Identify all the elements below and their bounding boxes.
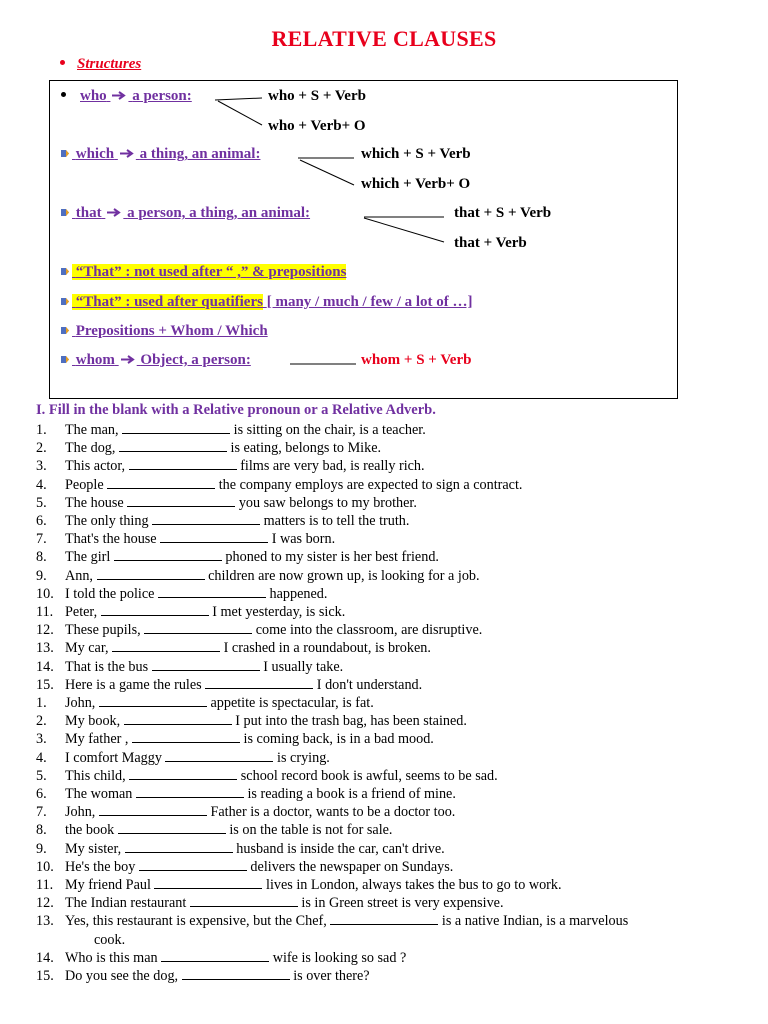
rule-that-desc: a person, a thing, an animal: [127, 205, 311, 221]
formula-who-1: who + S + Verb [268, 88, 366, 104]
exercise-text-after: lives in London, always takes the bus to go to work. [262, 877, 562, 893]
exercise-text-after: Father is a doctor, wants to be a doctor too. [206, 804, 456, 821]
exercise-text-before: The Indian restaurant [65, 895, 187, 912]
exercise-number: 12. [36, 895, 54, 912]
answer-blank[interactable] [165, 749, 273, 762]
exercise-item [36, 694, 374, 712]
rule-which-label: which [75, 146, 115, 162]
exercise-text-before: That's the house [65, 531, 157, 548]
rule-which [60, 146, 260, 163]
bullet-dot-icon [60, 60, 65, 65]
answer-blank[interactable] [97, 567, 205, 580]
exercise-item [36, 439, 381, 457]
exercise-number: 13. [36, 913, 54, 930]
answer-blank[interactable] [205, 676, 313, 689]
exercise-number: 1. [36, 422, 47, 438]
exercise-text-after: is a native Indian, is a marvelous [438, 913, 629, 930]
exercise-item [36, 821, 392, 839]
exercise-number: 9. [36, 840, 47, 857]
exercise-text-before: I told the police [65, 585, 155, 602]
exercise-number: 2. [36, 713, 47, 730]
answer-blank[interactable] [190, 894, 298, 907]
exercise-text-before: Ann, [65, 567, 93, 584]
exercise-number: 14. [36, 949, 54, 966]
answer-blank[interactable] [125, 840, 233, 853]
exercise-item [36, 658, 343, 676]
exercise-text-after: happened. [265, 585, 328, 602]
exercise-text-after: is over there? [289, 968, 370, 984]
exercise-number: 11. [36, 604, 54, 620]
answer-blank[interactable] [114, 548, 222, 561]
exercise-text-before: My friend Paul [65, 877, 151, 893]
answer-blank[interactable] [118, 821, 226, 834]
exercise-text-before: the book [65, 822, 115, 839]
exercise-text-after: I don't understand. [313, 676, 423, 693]
exercise-text-before: The dog, [65, 440, 116, 457]
rule-prepositions-text: Prepositions + Whom / Which [75, 323, 268, 339]
structures-heading [60, 56, 141, 73]
right-arrow-icon [107, 208, 121, 217]
rule-that-used [60, 294, 473, 311]
answer-blank[interactable] [160, 530, 268, 543]
exercise-text-after: films are very bad, is really rich. [236, 458, 425, 475]
pencil-bullet-icon [60, 325, 70, 336]
exercise-item [36, 712, 467, 730]
exercise-text-before: These pupils, [65, 622, 141, 639]
answer-blank[interactable] [119, 439, 227, 452]
exercise-text-after: is sitting on the chair, is a teacher. [230, 422, 426, 438]
exercise-item [36, 494, 417, 512]
exercise-text-after: husband is inside the car, can't drive. [232, 840, 445, 857]
pencil-bullet-icon [60, 148, 70, 159]
formula-which-2: which + Verb+ O [361, 176, 471, 192]
pencil-bullet-icon [60, 266, 70, 277]
exercise-text-after: matters is to tell the truth. [260, 513, 410, 529]
answer-blank[interactable] [161, 949, 269, 962]
exercise-text-before: This actor, [65, 458, 126, 475]
formula-that-1: that + S + Verb [454, 205, 552, 221]
exercise-text-after: delivers the newspaper on Sundays. [246, 858, 454, 875]
structures-label: Structures [77, 56, 142, 72]
exercise-number: 4. [36, 476, 47, 493]
exercise-text-before: The woman [65, 786, 133, 802]
exercise-text-after: wife is looking so sad ? [269, 949, 407, 966]
exercise-text-after: I crashed in a roundabout, is broken. [220, 640, 431, 657]
exercise-number: 10. [36, 585, 54, 602]
rule-whom [60, 352, 251, 369]
answer-blank[interactable] [136, 785, 244, 798]
answer-blank[interactable] [99, 803, 207, 816]
exercise-text-after: you saw belongs to my brother. [235, 494, 417, 511]
exercise-item [36, 767, 498, 785]
exercise-item [36, 639, 431, 657]
formula-whom-1: whom + S + Verb [361, 352, 472, 368]
exercise-text-before: Do you see the dog, [65, 968, 179, 984]
rule-which-desc: a thing, an animal: [139, 146, 261, 162]
exercise-number: 8. [36, 822, 47, 839]
rule-that-not-used [60, 264, 346, 281]
exercise-number: 8. [36, 549, 47, 566]
exercise-item [36, 457, 425, 475]
exercise-item [65, 931, 125, 949]
formula-that-2: that + Verb [454, 235, 527, 251]
exercise-text-after: I usually take. [259, 658, 344, 675]
exercise-text-after: is on the table is not for sale. [225, 822, 393, 839]
exercise-text-before: He's the boy [65, 858, 136, 875]
exercise-text-before: The man, [65, 422, 119, 438]
exercise-item [36, 840, 445, 858]
exercise-text-after: come into the classroom, are disruptive. [252, 622, 483, 639]
exercise-number: 12. [36, 622, 54, 639]
answer-blank[interactable] [144, 621, 252, 634]
exercise-number: 7. [36, 531, 47, 548]
exercise-text-after: I put into the trash bag, has been stained. [231, 713, 467, 730]
exercise-number: 6. [36, 786, 47, 802]
exercise-text-before: My sister, [65, 840, 122, 857]
answer-blank[interactable] [122, 421, 230, 434]
rule-prepositions [60, 323, 268, 340]
right-arrow-icon [120, 149, 134, 158]
answer-blank[interactable] [124, 712, 232, 725]
exercise-number: 5. [36, 767, 47, 784]
bullet-dot-icon [61, 92, 66, 97]
rule-that-used-tail: [ many / much / few / a lot of …] [266, 294, 473, 310]
exercise-number: 7. [36, 804, 47, 821]
rule-who [61, 88, 192, 105]
exercise-text-before: Here is a game the rules [65, 676, 202, 693]
exercise-number: 3. [36, 458, 47, 475]
exercise-number: 6. [36, 513, 47, 529]
exercise-text-after: appetite is spectacular, is fat. [206, 695, 374, 711]
exercise-text-before: That is the bus [65, 658, 149, 675]
exercise-item [36, 912, 628, 930]
exercise-text-before: John, [65, 804, 96, 821]
exercise-text-before: The girl [65, 549, 111, 566]
exercise-item [36, 785, 456, 803]
exercise-number: 13. [36, 640, 54, 657]
exercise-text-after: I was born. [268, 531, 336, 548]
exercise-number: 2. [36, 440, 47, 457]
exercise-text-before: The only thing [65, 513, 149, 529]
exercise-text-before: Peter, [65, 604, 98, 620]
exercise-number: 1. [36, 695, 47, 711]
exercise-heading: I. Fill in the blank with a Relative pronoun or a Relative Adverb. [36, 402, 436, 418]
exercise-number: 10. [36, 858, 54, 875]
exercise-text-after: children are now grown up, is looking for a job. [204, 567, 480, 584]
exercise-number: 3. [36, 731, 47, 748]
exercise-item [36, 548, 439, 566]
formula-who-2: who + Verb+ O [268, 118, 366, 134]
exercise-number: 15. [36, 968, 54, 984]
answer-blank[interactable] [112, 639, 220, 652]
exercise-item [36, 676, 422, 694]
exercise-text-before: John, [65, 695, 96, 711]
answer-blank[interactable] [129, 457, 237, 470]
exercise-text-before: The house [65, 494, 124, 511]
right-arrow-icon [112, 91, 126, 100]
answer-blank[interactable] [99, 694, 207, 707]
answer-blank[interactable] [330, 912, 438, 925]
answer-blank[interactable] [152, 512, 260, 525]
rule-that [60, 205, 310, 222]
exercise-text-before: Yes, this restaurant is expensive, but the Chef, [65, 913, 327, 930]
answer-blank[interactable] [139, 858, 247, 871]
pencil-bullet-icon [60, 354, 70, 365]
exercise-text-after: school record book is awful, seems to be sad. [237, 767, 498, 784]
rule-who-label: who [80, 88, 107, 104]
exercise-text-after: is coming back, is in a bad mood. [239, 731, 434, 748]
exercise-number: 5. [36, 494, 47, 511]
exercise-text-after: is crying. [273, 749, 330, 766]
exercise-number: 4. [36, 749, 47, 766]
answer-blank[interactable] [152, 658, 260, 671]
exercise-item [36, 894, 504, 912]
exercise-item [36, 530, 335, 548]
exercise-item [36, 621, 482, 639]
answer-blank[interactable] [101, 603, 209, 616]
exercise-item [36, 512, 409, 530]
exercise-text-before: My car, [65, 640, 109, 657]
exercise-number: 15. [36, 676, 54, 693]
exercise-number: 9. [36, 567, 47, 584]
exercise-number: 14. [36, 658, 54, 675]
exercise-text-after: phoned to my sister is her best friend. [221, 549, 439, 566]
rule-who-desc: a person: [132, 88, 192, 104]
exercise-text-after: the company employs are expected to sign a contract. [215, 476, 523, 493]
exercise-item [36, 567, 480, 585]
exercise-text-before: This child, [65, 767, 126, 784]
exercise-text-after: I met yesterday, is sick. [208, 604, 346, 620]
pencil-bullet-icon [60, 207, 70, 218]
rule-that-used-text: “That” : used after quatifiers [75, 294, 263, 310]
exercise-text-after: is reading a book is a friend of mine. [243, 786, 456, 802]
right-arrow-icon [121, 355, 135, 364]
answer-blank[interactable] [154, 876, 262, 889]
exercise-item [36, 421, 426, 439]
exercise-text-before: My father , [65, 731, 129, 748]
exercise-item [36, 949, 406, 967]
exercise-text-after: is eating, belongs to Mike. [226, 440, 382, 457]
rule-that-label: that [75, 205, 102, 221]
exercise-item [36, 876, 562, 894]
exercise-item [36, 476, 522, 494]
exercise-text-before: I comfort Maggy [65, 749, 162, 766]
exercise-item [36, 803, 455, 821]
page-title: RELATIVE CLAUSES [271, 26, 497, 51]
answer-blank[interactable] [132, 730, 240, 743]
exercise-text-before: cook. [94, 931, 126, 948]
exercise-item [36, 585, 327, 603]
rule-that-not-used-text: “That” : not used after “ ,” & prepositions [75, 264, 347, 280]
exercise-text-before: People [65, 476, 104, 493]
answer-blank[interactable] [182, 967, 290, 980]
answer-blank[interactable] [158, 585, 266, 598]
rule-whom-label: whom [75, 352, 115, 368]
exercise-text-after: is in Green street is very expensive. [297, 895, 504, 912]
pencil-bullet-icon [60, 296, 70, 307]
exercise-text-before: My book, [65, 713, 121, 730]
exercise-text-before: Who is this man [65, 949, 158, 966]
answer-blank[interactable] [129, 767, 237, 780]
answer-blank[interactable] [107, 476, 215, 489]
rule-whom-desc: Object, a person: [140, 352, 251, 368]
exercise-item [36, 749, 330, 767]
exercise-item [36, 858, 453, 876]
exercise-item [36, 730, 434, 748]
answer-blank[interactable] [127, 494, 235, 507]
exercise-number: 11. [36, 877, 54, 893]
exercise-item [36, 603, 345, 621]
exercise-item [36, 967, 370, 985]
formula-which-1: which + S + Verb [361, 146, 471, 162]
